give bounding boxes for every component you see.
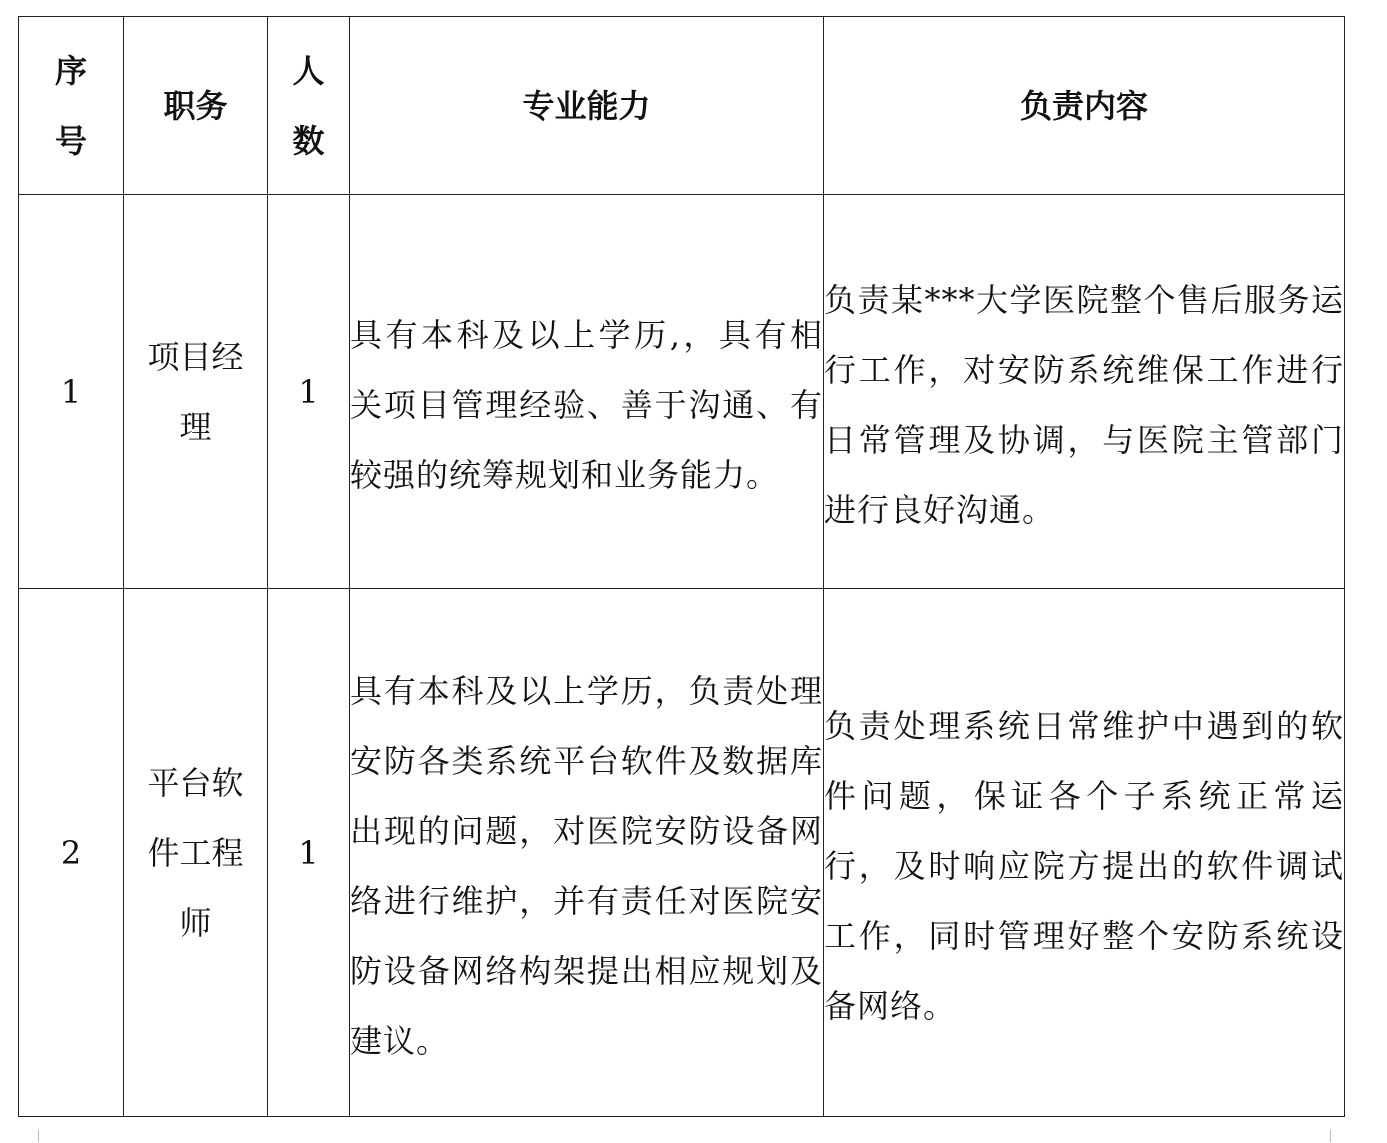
cell-seq: 1 xyxy=(19,195,124,589)
table-row xyxy=(19,589,1345,1117)
left-margin-mark xyxy=(22,1130,39,1142)
cell-role xyxy=(124,195,268,589)
cell-seq: 2 xyxy=(19,589,124,1117)
role-text: 项目经理 xyxy=(147,337,244,446)
page-margin-marks xyxy=(0,1118,1387,1143)
cell-count: 1 xyxy=(268,589,350,1117)
cell-ability xyxy=(350,589,824,1117)
header-count: 人数 xyxy=(268,17,350,195)
ability-text: 具有本科及以上学历,，具有相关项目管理经验、善于沟通、有较强的统筹规划和业务能力。 xyxy=(350,315,823,494)
header-ability: 专业能力 xyxy=(350,17,824,195)
staffing-table xyxy=(18,16,1345,1117)
header-duty: 负责内容 xyxy=(824,17,1345,195)
header-role: 职务 xyxy=(124,17,268,195)
duty-text: 负责某***大学医院整个售后服务运行工作，对安防系统维保工作进行日常管理及协调，与医院主管部门进行良好沟通。 xyxy=(824,280,1344,529)
role-text: 平台软件工程师 xyxy=(147,763,244,942)
header-seq: 序号 xyxy=(19,17,124,195)
cell-count: 1 xyxy=(268,195,350,589)
duty-text: 负责处理系统日常维护中遇到的软件问题，保证各个子系统正常运行，及时响应院方提出的软件调试工作，同时管理好整个安防系统设备网络。 xyxy=(824,706,1344,1025)
cell-duty xyxy=(824,195,1345,589)
table-row xyxy=(19,195,1345,589)
table-header-row xyxy=(19,17,1345,195)
cell-ability xyxy=(350,195,824,589)
right-margin-mark xyxy=(1330,1130,1347,1142)
cell-duty xyxy=(824,589,1345,1117)
cell-role xyxy=(124,589,268,1117)
ability-text: 具有本科及以上学历，负责处理安防各类系统平台软件及数据库出现的问题，对医院安防设备网络进行维护，并有责任对医院安防设备网络构架提出相应规划及建议。 xyxy=(350,671,823,1060)
